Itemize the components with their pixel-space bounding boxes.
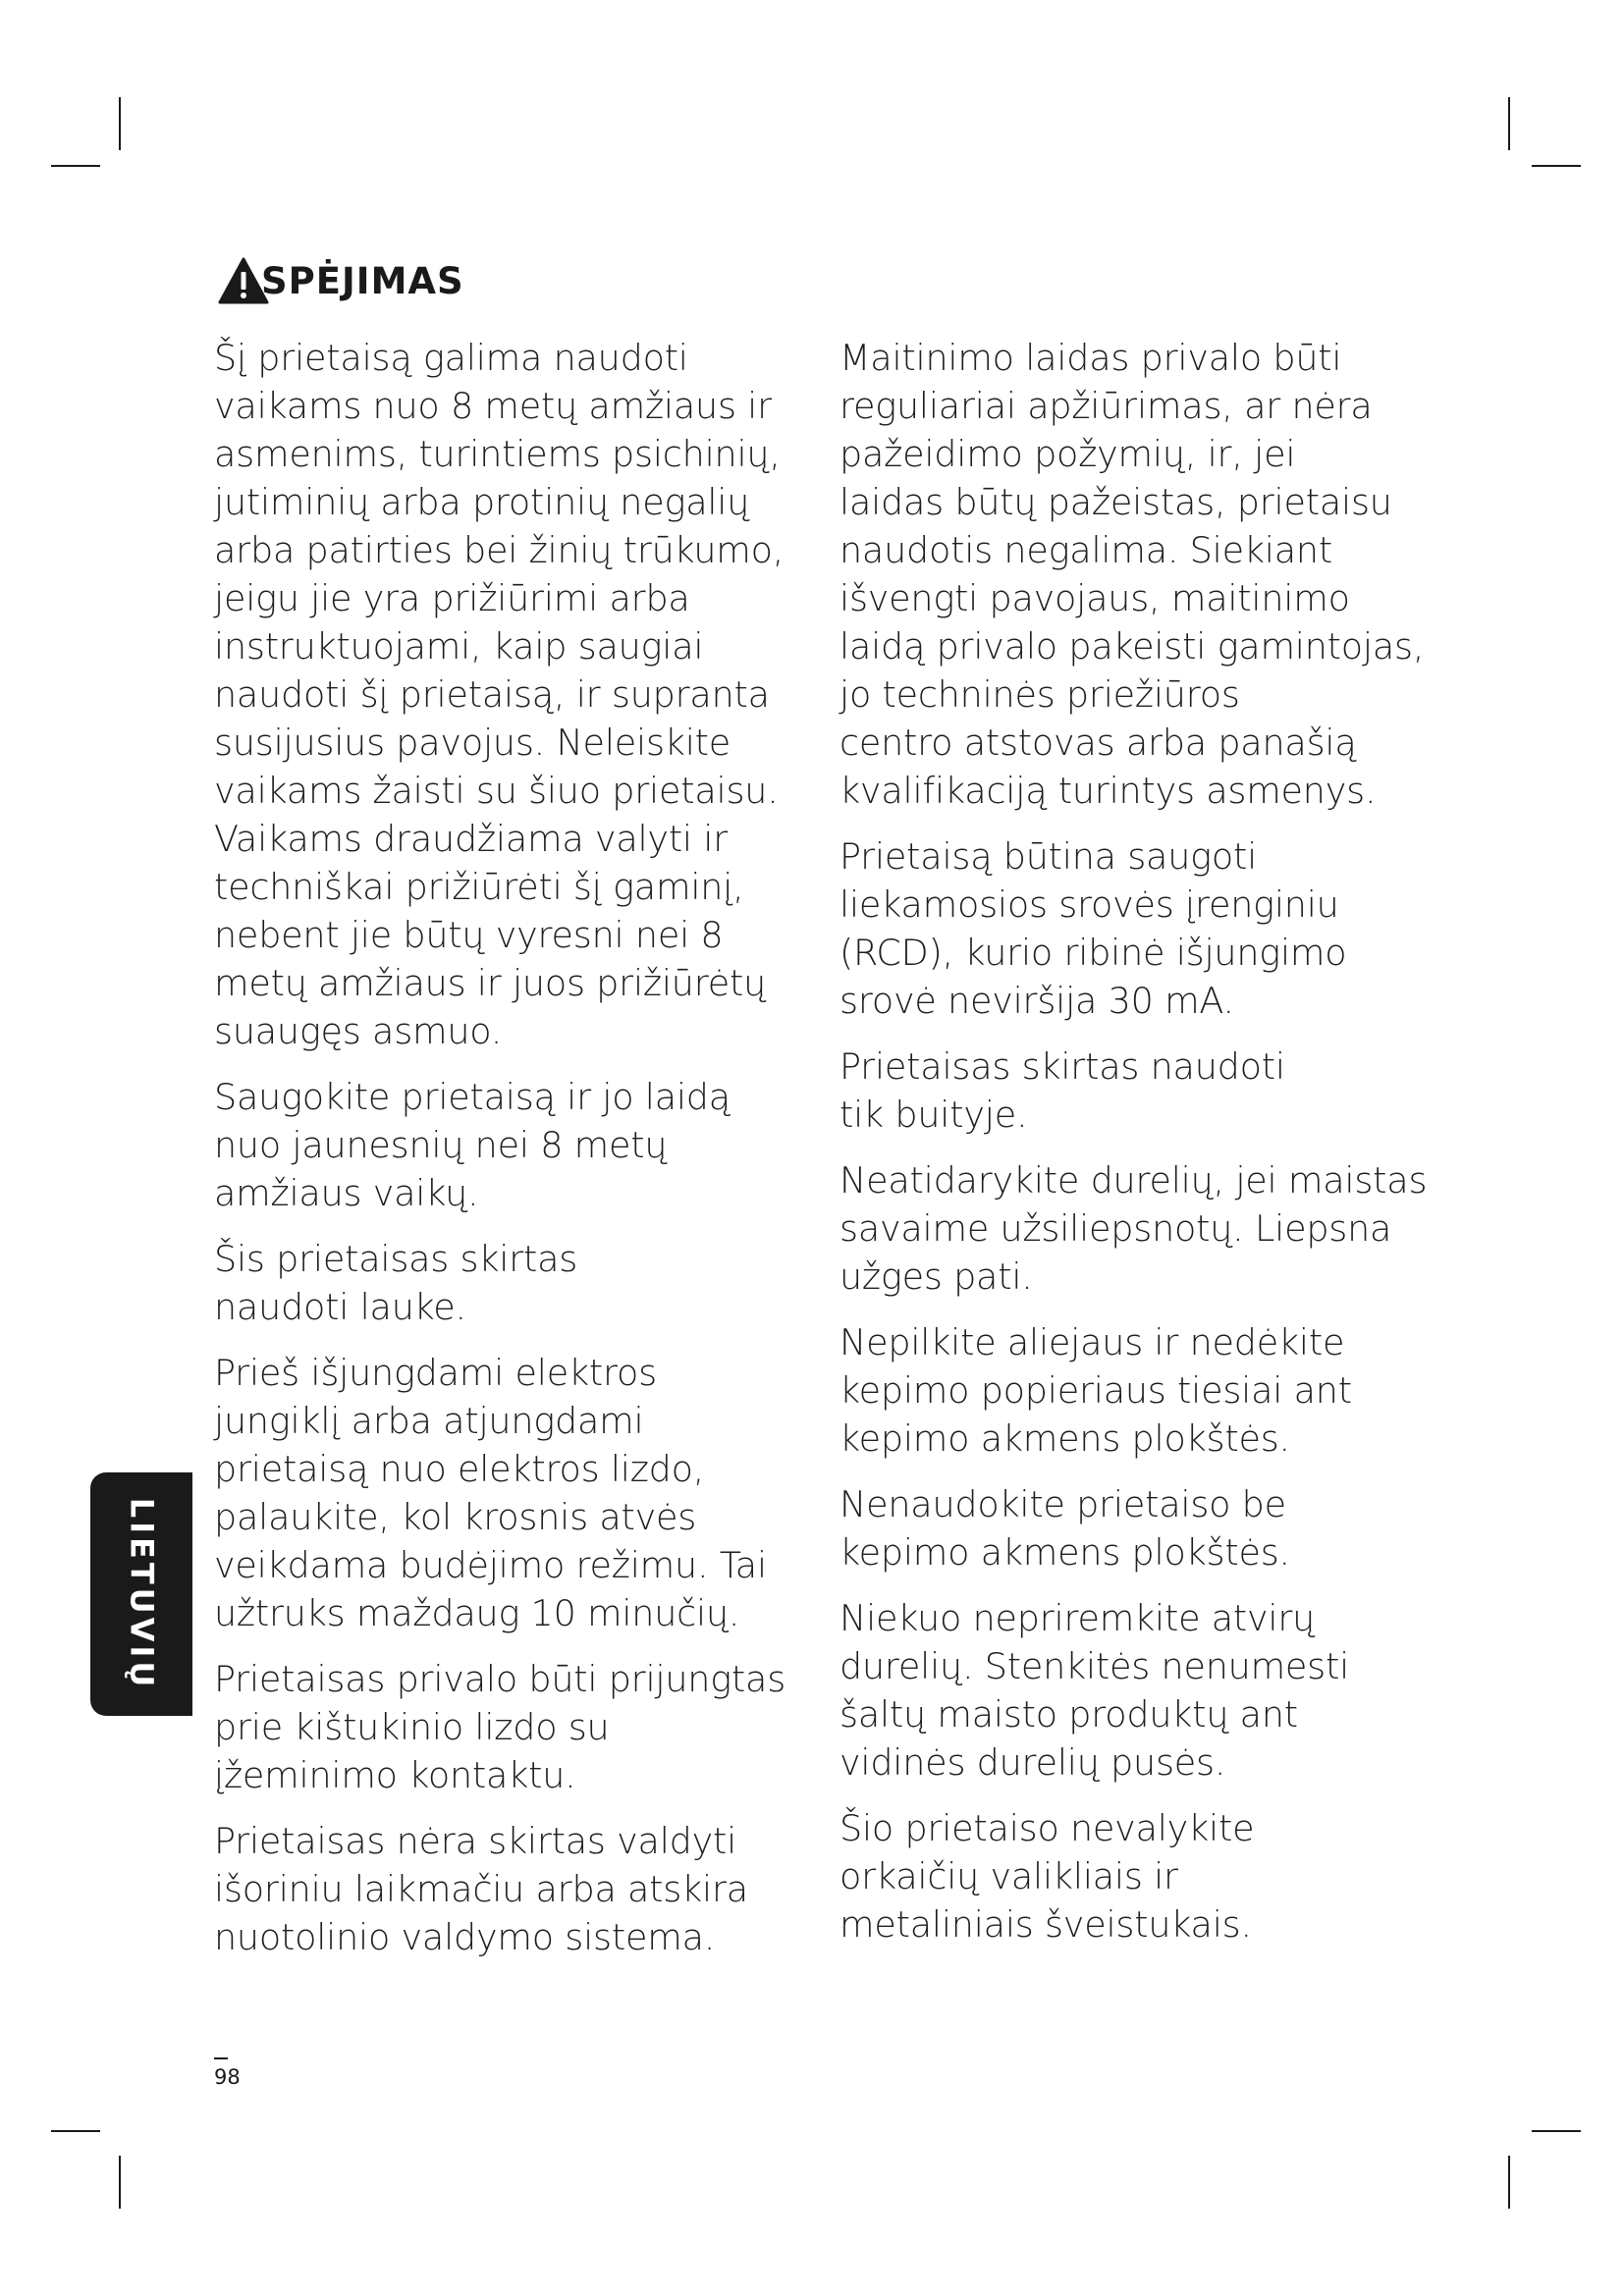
right-column [839, 334, 1438, 1966]
crop-mark-bottom-left-horizontal [51, 2130, 100, 2132]
paragraph: Prietaisas skirtas naudoti tik buityje. [839, 1045, 1285, 1136]
warning-heading [218, 257, 464, 304]
paragraph: Prietaisas nėra skirtas valdyti išoriniu laikmačiu arba atskira nuotolinio valdymo sistema. [214, 1820, 748, 1958]
crop-mark-top-left-horizontal [51, 165, 100, 167]
paragraph: Šį prietaisą galima naudoti vaikams nuo 8 metų amžiaus ir asmenims, turintiems psichinių, jutiminių arba protinių negalių arba patirties bei žinių trūkumo, jeigu jie yra prižiūrimi arba instruktuojami, kaip saugiai naudoti šį prietaisą, ir supranta susijusius pavojus. Neleiskite vaikams žaisti su šiuo prietaisu. Vaikams draudžiama valyti ir techniškai prižiūrėti šį gaminį, nebent jie būtų vyresni nei 8 metų amžiaus ir juos prižiūrėtų suaugęs asmuo. [214, 337, 785, 1052]
page-number-rule [214, 2057, 228, 2059]
crop-mark-bottom-right-vertical [1508, 2156, 1510, 2209]
crop-mark-top-right-horizontal [1532, 165, 1581, 167]
paragraph: Nepilkite aliejaus ir nedėkite kepimo popieriaus tiesiai ant kepimo akmens plokštės. [839, 1321, 1352, 1460]
paragraph: Šio prietaiso nevalykite orkaičių valikliais ir metaliniais šveistukais. [839, 1807, 1255, 1946]
paragraph: Saugokite prietaisą ir jo laidą nuo jaunesnių nei 8 metų amžiaus vaikų. [214, 1076, 731, 1214]
paragraph: Prieš išjungdami elektros jungiklį arba atjungdami prietaisą nuo elektros lizdo, palaukite, kol krosnis atvės veikdama budėjimo režimu. Tai užtruks maždaug 10 minučių. [214, 1352, 767, 1634]
paragraph: Nenaudokite prietaiso be kepimo akmens plokštės. [839, 1483, 1290, 1574]
paragraph: Prietaisą būtina saugoti liekamosios srovės įrenginiu (RCD), kurio ribinė išjungimo srovė neviršija 30 mA. [839, 835, 1347, 1022]
paragraph: Neatidarykite durelių, jei maistas savaime užsiliepsnotų. Liepsna užges pati. [839, 1159, 1428, 1298]
paragraph: Šis prietaisas skirtas naudoti lauke. [214, 1238, 578, 1328]
warning-heading-title: SPĖJIMAS [261, 259, 464, 302]
crop-mark-bottom-right-horizontal [1532, 2130, 1581, 2132]
page-number-value: 98 [214, 2065, 241, 2089]
crop-mark-top-right-vertical [1508, 97, 1510, 150]
page-number [214, 2065, 241, 2089]
crop-mark-bottom-left-vertical [119, 2156, 121, 2209]
paragraph: Maitinimo laidas privalo būti reguliariai apžiūrimas, ar nėra pažeidimo požymių, ir, jei laidas būtų pažeistas, prietaisu naudotis negalima. Siekiant išvengti pavojaus, maitinimo laidą privalo pakeisti gamintojas, jo techninės priežiūros centro atstovas arba panašią kvalifikaciją turintys asmenys. [839, 337, 1425, 812]
left-column [214, 334, 813, 1979]
crop-mark-top-left-vertical [119, 97, 121, 150]
language-side-tab [90, 1472, 192, 1716]
paragraph: Prietaisas privalo būti prijungtas prie kištukinio lizdo su įžeminimo kontaktu. [214, 1658, 786, 1796]
paragraph: Niekuo nepriremkite atvirų durelių. Stenkitės nenumesti šaltų maisto produktų ant vidinės durelių pusės. [839, 1597, 1350, 1784]
language-side-tab-label: LIETUVIŲ [123, 1497, 160, 1691]
